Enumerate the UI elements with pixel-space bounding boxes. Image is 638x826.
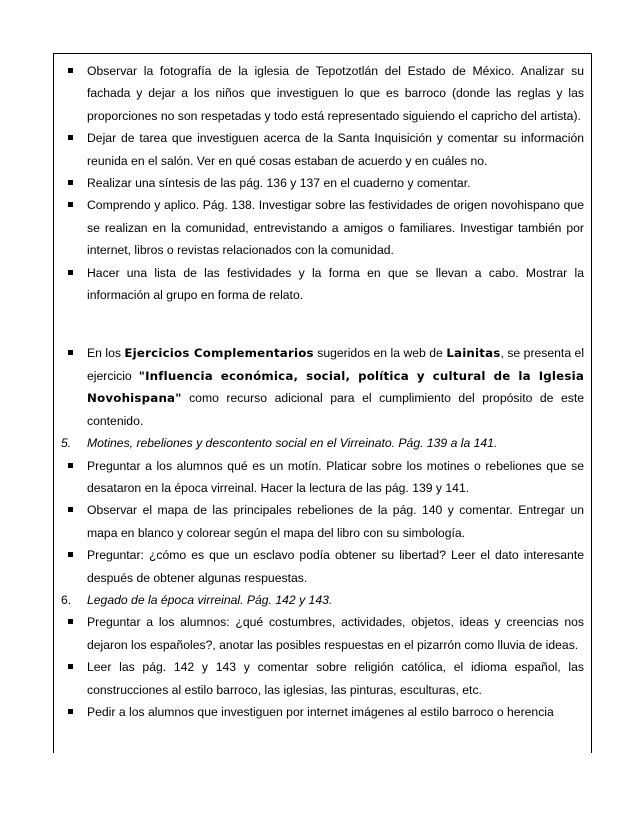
list-item bbox=[61, 127, 584, 172]
complementary-text: En los Ejercicios Complementarios sugeridos en la web de Lainitas, se presenta el ejercicio "Influencia económica, social, política y cultural de la Iglesia Novohispana" como recurso adicional para el cumplimiento del propósito de este contenido. bbox=[87, 346, 585, 428]
list-item-text: Leer las pág. 142 y 143 y comentar sobre religión católica, el idioma español, las construcciones al estilo barroco, las iglesias, las pinturas, esculturas, etc. bbox=[87, 660, 584, 697]
list-item-text: Pedir a los alumnos que investiguen por internet imágenes al estilo barroco o herencia bbox=[87, 704, 554, 719]
list-item bbox=[61, 172, 584, 194]
list-item-text: Realizar una síntesis de las pág. 136 y 137 en el cuaderno y comentar. bbox=[87, 176, 471, 191]
document-body bbox=[61, 60, 584, 723]
list-item bbox=[61, 701, 584, 723]
list-item-text: Observar la fotografía de la iglesia de Tepotzotlán del Estado de México. Analizar su fachada y dejar a los niños que investiguen lo que es barroco (donde las reglas y las proporciones no son respetadas y todo está representado siguiendo el capricho del artista). bbox=[87, 64, 584, 123]
section-heading-5 bbox=[61, 432, 584, 454]
lainitas-link[interactable]: Lainitas bbox=[446, 346, 501, 361]
section-title: Motines, rebeliones y descontento social en el Virreinato. Pág. 139 a la 141. bbox=[87, 436, 498, 451]
section-number: 5. bbox=[61, 436, 72, 451]
list-item bbox=[61, 611, 584, 656]
exercise-title[interactable]: "Influencia económica, social, política y cultural de la Iglesia Novohispana" bbox=[87, 368, 584, 406]
list-item-text: Hacer una lista de las festividades y la forma en que se llevan a cabo. Mostrar la información al grupo en forma de relato. bbox=[87, 265, 584, 303]
section-title: Legado de la época virreinal. Pág. 142 y 143. bbox=[87, 592, 333, 607]
section-number: 6. bbox=[61, 592, 72, 607]
list-item-text: Observar el mapa de las principales rebeliones de la pág. 140 y comentar. Entregar un mapa en blanco y colorear según el mapa del libro con su simbología. bbox=[87, 503, 584, 540]
spacer bbox=[61, 306, 584, 342]
complementary-exercises-link[interactable]: Ejercicios Complementarios bbox=[124, 346, 314, 361]
list-item-text: Preguntar a los alumnos: ¿qué costumbres, actividades, objetos, ideas y creencias nos dejaron los españoles?, anotar las posibles respuestas en el pizarrón como lluvia de ideas. bbox=[87, 615, 584, 652]
list-item bbox=[61, 60, 584, 127]
list-item bbox=[61, 455, 584, 500]
list-item bbox=[61, 194, 584, 261]
list-item bbox=[61, 544, 584, 589]
list-item-text: Comprendo y aplico. Pág. 138. Investigar sobre las festividades de origen novohispano que se realizan en la comunidad, entrevistando a amigos o familiares. Investigar también por internet, libros o revistas relacionados con la comunidad. bbox=[87, 198, 584, 258]
list-item-text: Preguntar: ¿cómo es que un esclavo podía obtener su libertad? Leer el dato interesante después de obtener algunas respuestas. bbox=[87, 548, 584, 585]
list-item-text: Dejar de tarea que investiguen acerca de la Santa Inquisición y comentar su información reunida en el salón. Ver en qué cosas estaban de acuerdo y en cuáles no. bbox=[87, 131, 584, 168]
content-frame bbox=[53, 53, 592, 753]
list-item bbox=[61, 499, 584, 544]
complementary-exercises-item bbox=[61, 342, 584, 432]
list-item-text: Preguntar a los alumnos qué es un motín. Platicar sobre los motines o rebeliones que se desataron en la época virreinal. Hacer la lectura de las pág. 139 y 141. bbox=[87, 458, 584, 495]
list-item bbox=[61, 262, 584, 307]
section-heading-6 bbox=[61, 589, 584, 611]
list-item bbox=[61, 656, 584, 701]
